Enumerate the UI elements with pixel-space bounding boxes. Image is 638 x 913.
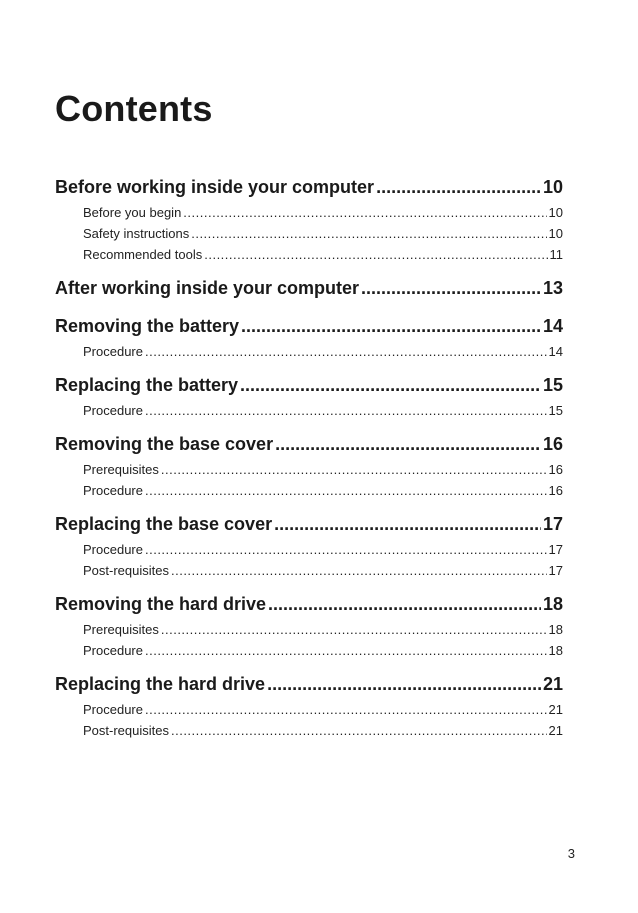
toc-section xyxy=(55,429,563,501)
toc-subitem-page: 10 xyxy=(548,205,563,220)
toc-subitem-page: 18 xyxy=(548,643,563,658)
toc-entry-page: 17 xyxy=(542,514,563,534)
toc-subitem-page: 11 xyxy=(549,247,563,262)
toc-section xyxy=(55,669,563,741)
toc-section xyxy=(55,509,563,581)
toc-subitem-page: 18 xyxy=(548,622,563,637)
toc-subitem-title: Procedure xyxy=(83,643,143,658)
toc-subitem-title: Recommended tools xyxy=(83,247,203,262)
toc-entry-heading[interactable] xyxy=(55,273,563,303)
toc-entry-subitem[interactable] xyxy=(55,699,563,720)
toc-subitem-title: Procedure xyxy=(83,403,143,418)
toc-entry-title: Removing the hard drive xyxy=(55,594,267,614)
toc-entry-heading[interactable] xyxy=(55,669,563,699)
toc-section xyxy=(55,273,563,303)
toc-subitem-page: 14 xyxy=(548,344,563,359)
toc-entry-title: Before working inside your computer xyxy=(55,177,375,197)
toc-entry-subitem[interactable] xyxy=(55,400,563,421)
toc-entry-title: Replacing the hard drive xyxy=(55,674,266,694)
toc-subitem-page: 17 xyxy=(548,563,563,578)
toc-entry-subitem[interactable] xyxy=(55,223,563,244)
toc-subitem-title: Procedure xyxy=(83,344,143,359)
toc-subitem-page: 17 xyxy=(548,542,563,557)
dot-leader xyxy=(145,699,547,720)
toc-subitem-title: Procedure xyxy=(83,702,143,717)
toc-entry-subitem[interactable] xyxy=(55,560,563,581)
dot-leader xyxy=(241,311,541,341)
toc-entry-page: 10 xyxy=(542,177,563,197)
toc-entry-subitem[interactable] xyxy=(55,459,563,480)
toc-entry-heading[interactable] xyxy=(55,311,563,341)
toc-subitem-page: 16 xyxy=(548,462,563,477)
toc-subitem-page: 10 xyxy=(548,226,563,241)
toc-entry-page: 15 xyxy=(542,375,563,395)
toc-entry-subitem[interactable] xyxy=(55,720,563,741)
toc-entry-page: 18 xyxy=(542,594,563,614)
toc-entry-subitem[interactable] xyxy=(55,341,563,362)
dot-leader xyxy=(145,400,547,421)
dot-leader xyxy=(161,619,547,640)
toc-subitem-page: 16 xyxy=(548,483,563,498)
dot-leader xyxy=(171,720,547,741)
toc-entry-heading[interactable] xyxy=(55,509,563,539)
dot-leader xyxy=(240,370,541,400)
toc-entry-subitem[interactable] xyxy=(55,480,563,501)
dot-leader xyxy=(268,589,541,619)
dot-leader xyxy=(145,480,547,501)
toc-entry-subitem[interactable] xyxy=(55,244,563,265)
toc-entry-title: Replacing the base cover xyxy=(55,514,273,534)
toc-entry-title: Replacing the battery xyxy=(55,375,239,395)
table-of-contents xyxy=(55,172,563,741)
toc-subitem-title: Post-requisites xyxy=(83,723,169,738)
toc-entry-title: After working inside your computer xyxy=(55,278,360,298)
page-title: Contents xyxy=(55,88,213,129)
toc-entry-subitem[interactable] xyxy=(55,202,563,223)
toc-subitem-title: Prerequisites xyxy=(83,462,159,477)
toc-entry-page: 21 xyxy=(542,674,563,694)
toc-entry-page: 14 xyxy=(542,316,563,336)
toc-entry-subitem[interactable] xyxy=(55,539,563,560)
dot-leader xyxy=(161,459,547,480)
dot-leader xyxy=(376,172,541,202)
toc-subitem-title: Procedure xyxy=(83,542,143,557)
toc-section xyxy=(55,370,563,421)
toc-entry-heading[interactable] xyxy=(55,589,563,619)
dot-leader xyxy=(183,202,546,223)
toc-entry-heading[interactable] xyxy=(55,370,563,400)
toc-subitem-title: Safety instructions xyxy=(83,226,190,241)
toc-entry-heading[interactable] xyxy=(55,429,563,459)
dot-leader xyxy=(145,640,547,661)
toc-entry-subitem[interactable] xyxy=(55,619,563,640)
dot-leader xyxy=(275,429,541,459)
dot-leader xyxy=(191,223,546,244)
toc-subitem-title: Before you begin xyxy=(83,205,182,220)
dot-leader xyxy=(204,244,547,265)
toc-section xyxy=(55,589,563,661)
dot-leader xyxy=(145,539,547,560)
toc-entry-subitem[interactable] xyxy=(55,640,563,661)
toc-entry-page: 13 xyxy=(542,278,563,298)
toc-subitem-page: 21 xyxy=(548,723,563,738)
dot-leader xyxy=(361,273,541,303)
toc-entry-title: Removing the base cover xyxy=(55,434,274,454)
dot-leader xyxy=(274,509,541,539)
toc-section xyxy=(55,311,563,362)
toc-subitem-page: 21 xyxy=(548,702,563,717)
toc-subitem-title: Post-requisites xyxy=(83,563,169,578)
toc-entry-title: Removing the battery xyxy=(55,316,240,336)
toc-entry-page: 16 xyxy=(542,434,563,454)
toc-subitem-page: 15 xyxy=(548,403,563,418)
page-number: 3 xyxy=(567,846,575,861)
dot-leader xyxy=(171,560,547,581)
toc-entry-heading[interactable] xyxy=(55,172,563,202)
toc-subitem-title: Procedure xyxy=(83,483,143,498)
dot-leader xyxy=(145,341,547,362)
toc-subitem-title: Prerequisites xyxy=(83,622,159,637)
toc-section xyxy=(55,172,563,265)
dot-leader xyxy=(267,669,541,699)
